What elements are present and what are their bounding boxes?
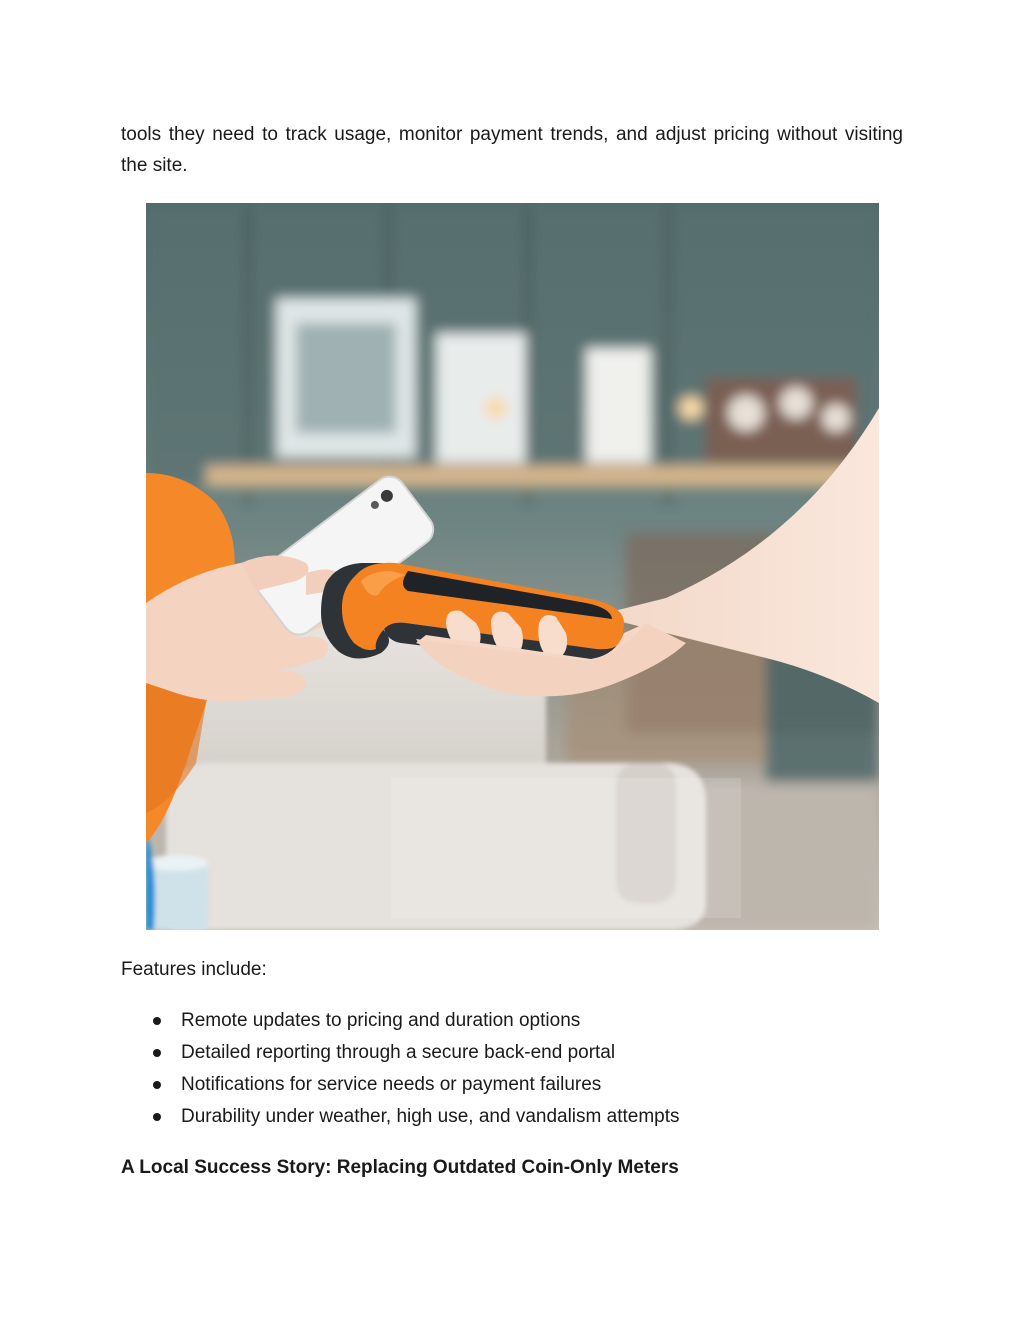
intro-paragraph: tools they need to track usage, monitor payment trends, and adjust pricing without visiting the site. (121, 124, 903, 176)
list-item-text: Notifications for service needs or payment failures (181, 1074, 602, 1095)
list-item (121, 1005, 903, 1037)
list-item (121, 1069, 903, 1101)
list-item (121, 1101, 903, 1133)
list-item (121, 1037, 903, 1069)
bullet-icon (153, 1113, 161, 1121)
bullet-icon (153, 1017, 161, 1025)
features-intro: Features include: (121, 959, 267, 980)
list-item-text: Remote updates to pricing and duration options (181, 1010, 581, 1031)
bullet-icon (153, 1081, 161, 1089)
list-item-text: Detailed reporting through a secure back-end portal (181, 1042, 616, 1063)
bullet-icon (153, 1049, 161, 1057)
list-item-text: Durability under weather, high use, and vandalism attempts (181, 1106, 680, 1127)
feature-list (121, 1005, 903, 1133)
section-heading: A Local Success Story: Replacing Outdated Coin-Only Meters (121, 1157, 679, 1178)
payment-photo (146, 203, 879, 930)
